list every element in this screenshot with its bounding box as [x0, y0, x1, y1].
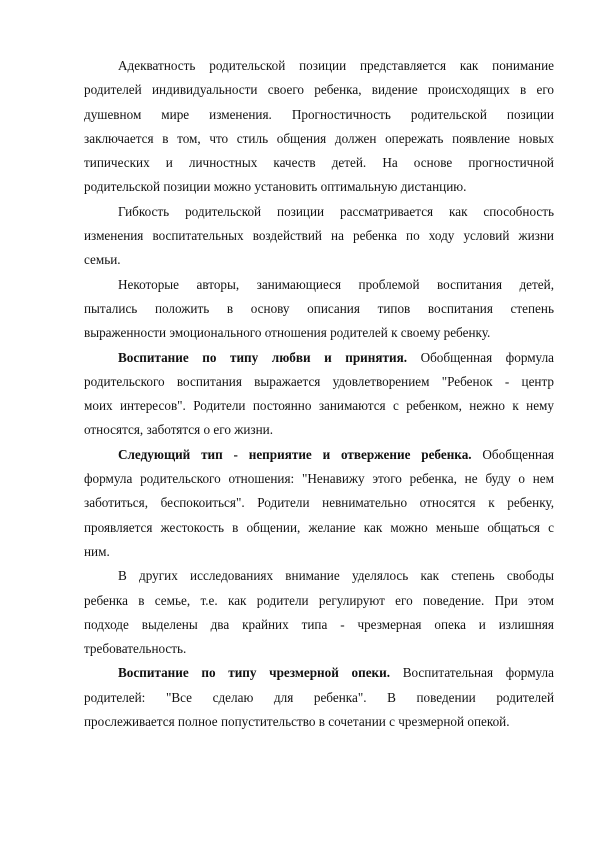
text-run: Воспитательная формула	[390, 665, 554, 681]
text-line: семьи.	[84, 252, 121, 268]
text-line: типических и личностных качеств детей. На основе прогностичной	[84, 155, 554, 171]
text-line: Адекватность родительской позиции представляется как понимание	[118, 58, 554, 73]
text-line: ребенка в семье, т.е. как родители регулируют его поведение. При этом	[84, 592, 554, 608]
text-line	[84, 346, 554, 370]
text-line: моих интересов". Родители постоянно занимаются с ребенком, нежно к нему	[84, 398, 554, 414]
emphasized-term: Следующий тип - неприятие и отвержение ребенка.	[118, 446, 472, 462]
text-line: подходе выделены два крайних типа - чрезмерная опека и излишняя	[84, 616, 554, 632]
text-run: Обобщенная формула	[407, 349, 555, 365]
text-line: требовательность.	[84, 641, 187, 657]
text-line: родительского воспитания выражается удовлетворением "Ребенок - центр	[84, 373, 554, 389]
text-line: формула родительского отношения: "Ненавижу этого ребенка, не буду о нем	[84, 471, 554, 487]
paragraph-love-acceptance	[84, 346, 554, 443]
emphasized-term: Воспитание по типу любви и принятия.	[118, 349, 408, 365]
text-line: выраженности эмоционального отношения родителей к своему ребенку.	[84, 325, 491, 341]
text-line: относятся, заботятся о его жизни.	[84, 422, 274, 438]
text-line	[84, 443, 554, 467]
text-line: Некоторые авторы, занимающиеся проблемой воспитания детей,	[118, 276, 554, 292]
text-line: пытались положить в основу описания типов воспитания степень	[84, 300, 554, 316]
text-line: родителей индивидуальности своего ребенка, видение происходящих в его	[84, 82, 554, 98]
paragraph-flexibility	[84, 200, 554, 273]
paragraph-adequacy	[84, 54, 554, 200]
text-line: душевном мире изменения. Прогностичность родительской позиции	[84, 106, 554, 122]
text-line: изменения воспитательных воздействий на ребенка по ходу условий жизни	[84, 228, 554, 244]
emphasized-term: Воспитание по типу чрезмерной опеки.	[118, 665, 391, 681]
document-body	[84, 54, 554, 734]
text-line: Гибкость родительской позиции рассматривается как способность	[118, 203, 554, 219]
paragraph-overprotection	[84, 661, 554, 734]
text-run: Обобщенная	[471, 446, 554, 462]
text-line: проявляется жестокость в общении, желание как можно меньше общаться с	[84, 519, 554, 535]
paragraph-freedom	[84, 564, 554, 661]
text-line: родителей: "Все сделаю для ребенка". В поведении родителей	[84, 689, 554, 705]
paragraph-authors	[84, 273, 554, 346]
text-line: В других исследованиях внимание уделялось как степень свободы	[118, 568, 554, 584]
text-line: заключается в том, что стиль общения должен опережать появление новых	[84, 130, 554, 146]
text-line	[84, 661, 554, 685]
text-line: заботиться, беспокоиться". Родители невнимательно относятся к ребенку,	[84, 495, 554, 511]
text-line: ним.	[84, 543, 110, 559]
text-line: прослеживается полное попустительство в сочетании с чрезмерной опекой.	[84, 714, 510, 730]
paragraph-rejection	[84, 443, 554, 564]
text-line: родительской позиции можно установить оптимальную дистанцию.	[84, 179, 467, 195]
